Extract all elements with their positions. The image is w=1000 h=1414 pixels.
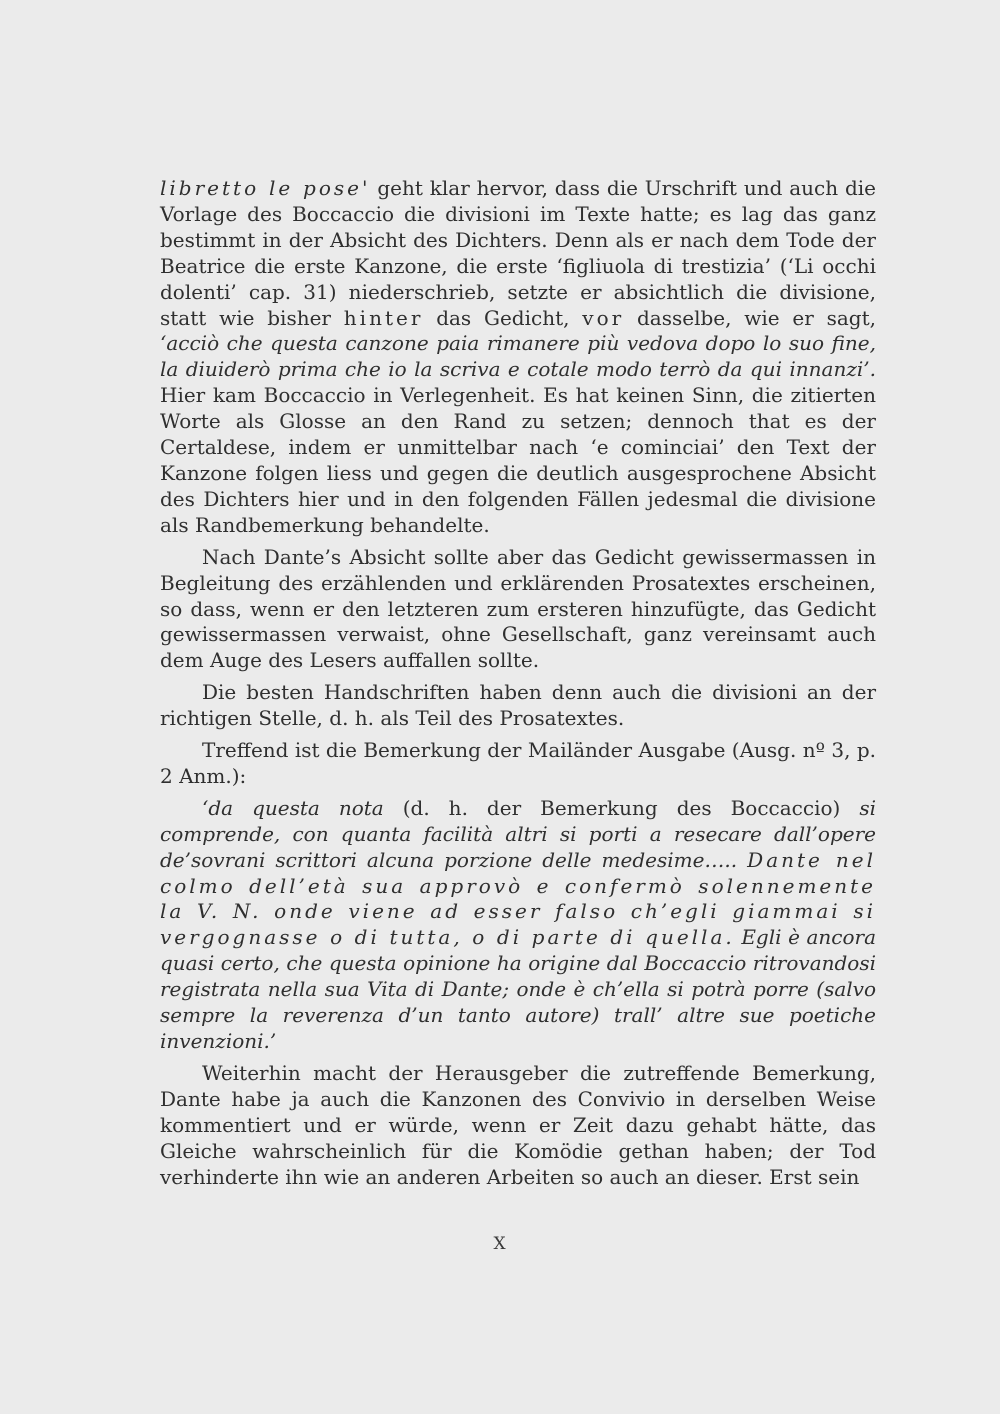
text-segment: geht klar hervor, dass die Urschrift und auch die Vorlage des Boccaccio die divisioni im Texte hatte; es lag das ganz bestimmt in der Absicht des Dichters. Denn als er nach dem Tode der Beatrice die erste Kanzone, die erste ‘figliuola di trestizia’ (‘Li occhi dolenti’ cap. 31) niederschrieb, setzte er absichtlich die divisione, statt wie bisher — [160, 176, 877, 330]
text-segment: vor — [582, 305, 625, 330]
text-segment: ‘acciò che questa canzone paia rimanere più vedova dopo lo suo fine, la diuiderò prima che io la scriva e cotale modo terrò da qui innanzi’. — [160, 331, 876, 382]
paragraph-3 — [160, 680, 876, 732]
text-segment: dasselbe, wie er sagt, — [624, 305, 877, 330]
text-segment: libretto le pose' — [160, 176, 371, 200]
text-segment: das Gedicht, — [423, 305, 583, 330]
text-segment: si comprende, con quanta facilità altri si porti a resecare dall’opere de’sovrani scrittori alcuna porzione delle medesime….. — [160, 795, 876, 872]
paragraph-1 — [160, 176, 876, 539]
text-segment: Hier kam Boccaccio in Verlegenheit. Es hat keinen Sinn, die zitierten Worte als Glosse an den Rand zu setzen; dennoch that es der Certaldese, indem er unmittelbar nach ‘e cominciai’ den Text der Kanzone folgen liess und gegen die deutlich ausgesprochene Absicht des Dichters hier und in den folgenden Fällen jedesmal die divisione als Randbemerkung behandelte. — [160, 383, 876, 537]
text-segment: Weiterhin macht der Herausgeber die zutreffende Bemerkung, Dante habe ja auch die Kanzonen des Convivio in derselben Weise kommentiert und er würde, wenn er Zeit dazu gehabt hätte, das Gleiche wahrscheinlich für die Komödie gethan haben; der Tod verhinderte ihn wie an anderen Arbeiten so auch an dieser. Erst sein — [160, 1060, 876, 1189]
paragraph-2 — [160, 545, 876, 675]
text-segment: ‘da questa nota — [202, 795, 384, 820]
text-segment: Dante nel colmo dell’età sua approvò e confermò solennemente la V. N. onde viene ad esser falso ch’egli giammai si vergognasse o di tutta, o di parte di quella. — [160, 847, 877, 950]
paragraph-6 — [160, 1061, 876, 1191]
quotation-paragraph — [160, 796, 876, 1055]
text-segment: (d. h. der Bemerkung des Boccaccio) — [383, 795, 860, 820]
text-segment: Die besten Handschriften haben denn auch die divisioni an der richtigen Stelle, d. h. als Teil des Prosatextes. — [160, 680, 876, 731]
text-segment: Egli è ancora quasi certo, che questa opinione ha origine dal Boccaccio ritrovandosi registrata nella sua Vita di Dante; onde è ch’ella si potrà porre (salvo sempre la reverenza d’un tanto autore) trall’ altre sue poetiche invenzioni.’ — [160, 925, 877, 1053]
page-number: X — [493, 1234, 507, 1254]
paragraph-4 — [160, 738, 876, 790]
text-segment: Nach Dante’s Absicht sollte aber das Gedicht gewissermassen in Begleitung des erzählenden und erklärenden Prosatextes erscheinen, so dass, wenn er den letzteren zum ersteren hinzufügte, das Gedicht gewissermassen verwaist, ohne Gesellschaft, ganz vereinsamt auch dem Auge des Lesers auffallen sollte. — [160, 544, 876, 673]
page-text — [160, 176, 876, 1190]
text-segment: hinter — [343, 305, 424, 330]
text-segment: Treffend ist die Bemerkung der Mailänder Ausgabe (Ausg. nº 3, p. 2 Anm.): — [160, 738, 876, 788]
